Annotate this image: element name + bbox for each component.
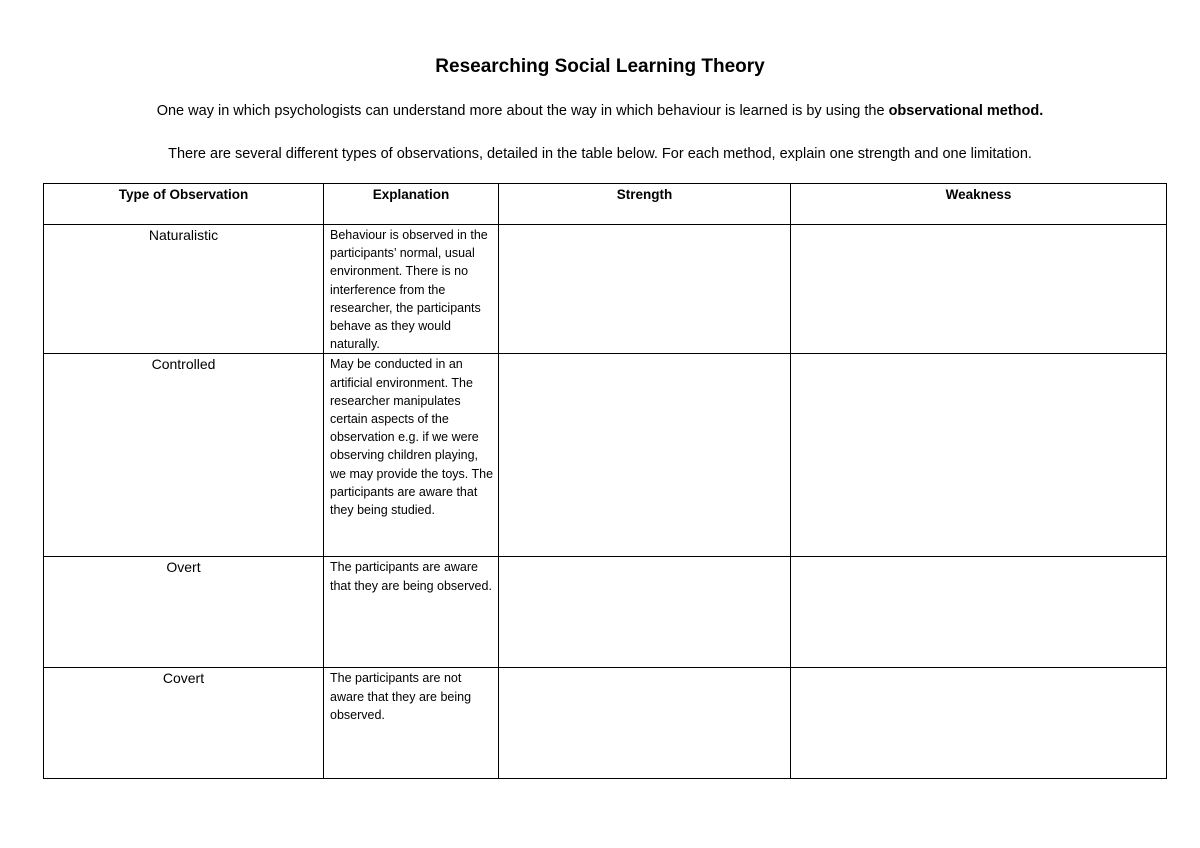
explanation-cell: Behaviour is observed in the participants’ normal, usual environment. There is no interference from the researcher, the participants behave as they would naturally. [324,225,499,354]
weakness-cell[interactable] [791,668,1167,779]
intro-text: One way in which psychologists can understand more about the way in which behaviour is learned is by using the [156,103,889,119]
explanation-cell: The participants are aware that they are being observed. [324,557,499,668]
table-row [44,557,1167,668]
intro-emphasis: observational method. [888,103,1044,119]
strength-cell[interactable] [499,354,791,557]
strength-cell[interactable] [499,225,791,354]
type-cell: Naturalistic [44,225,324,354]
table-row [44,668,1167,779]
table-header-row [44,184,1167,225]
header-type: Type of Observation [44,184,324,225]
intro-paragraph-2: There are several different types of observations, detailed in the table below. For each method, explain one strength and one limitation. [168,146,1032,162]
strength-cell[interactable] [499,557,791,668]
type-cell: Covert [44,668,324,779]
page-title: Researching Social Learning Theory [435,56,765,77]
table-row [44,354,1167,557]
table-row [44,225,1167,354]
weakness-cell[interactable] [791,354,1167,557]
type-cell: Controlled [44,354,324,557]
header-weakness: Weakness [791,184,1167,225]
strength-cell[interactable] [499,668,791,779]
weakness-cell[interactable] [791,557,1167,668]
explanation-cell: May be conducted in an artificial environment. The researcher manipulates certain aspects of the observation e.g. if we were observing children playing, we may provide the toys. The participants are aware that they being studied. [324,354,499,557]
intro-paragraph-1 [0,101,1200,121]
header-strength: Strength [499,184,791,225]
header-explanation: Explanation [324,184,499,225]
observation-table [43,183,1167,779]
type-cell: Overt [44,557,324,668]
weakness-cell[interactable] [791,225,1167,354]
explanation-cell: The participants are not aware that they are being observed. [324,668,499,779]
